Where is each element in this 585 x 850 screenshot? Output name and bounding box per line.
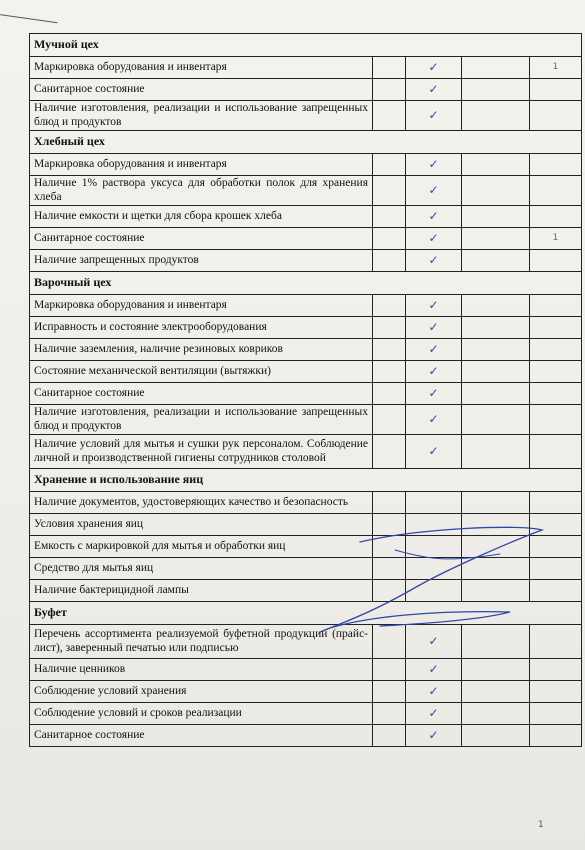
criterion-label: Условия хранения яиц: [30, 514, 373, 536]
empty-cell: [373, 250, 406, 272]
checkmark-cell: ✓: [406, 79, 462, 101]
note-cell: [530, 154, 582, 176]
empty-cell: [462, 681, 530, 703]
empty-cell: [373, 681, 406, 703]
table-row: [30, 101, 582, 131]
checkmark-cell: ✓: [406, 206, 462, 228]
checkmark-cell: ✓: [406, 250, 462, 272]
table-row: [30, 514, 582, 536]
empty-cell: [462, 659, 530, 681]
table-row: [30, 703, 582, 725]
note-cell: [530, 435, 582, 469]
criterion-label: Состояние механической вентиляции (вытяжки): [30, 361, 373, 383]
table-row: [30, 339, 582, 361]
section-header: [30, 34, 582, 57]
empty-cell: [373, 514, 406, 536]
table-row: [30, 681, 582, 703]
empty-cell: [373, 405, 406, 435]
criterion-label: Санитарное состояние: [30, 725, 373, 747]
criterion-label: Маркировка оборудования и инвентаря: [30, 57, 373, 79]
criterion-label: Наличие изготовления, реализации и использование запрещенных блюд и продуктов: [30, 405, 373, 435]
empty-cell: [373, 703, 406, 725]
note-cell: [530, 659, 582, 681]
checkmark-cell: ✓: [406, 339, 462, 361]
empty-cell: [462, 57, 530, 79]
table-row: [30, 361, 582, 383]
section-title: Варочный цех: [30, 272, 582, 295]
empty-cell: [462, 492, 530, 514]
section-title: Хлебный цех: [30, 131, 582, 154]
table-row: [30, 725, 582, 747]
table-row: [30, 79, 582, 101]
empty-cell: [462, 206, 530, 228]
empty-cell: [462, 558, 530, 580]
table-row: [30, 492, 582, 514]
table-row: [30, 295, 582, 317]
empty-cell: [373, 558, 406, 580]
table-row: [30, 228, 582, 250]
note-cell: [530, 681, 582, 703]
checkmark-cell: ✓: [406, 681, 462, 703]
checkmark-cell: ✓: [406, 317, 462, 339]
empty-cell: [462, 703, 530, 725]
checkmark-cell: ✓: [406, 625, 462, 659]
empty-cell: [462, 176, 530, 206]
empty-cell: [373, 176, 406, 206]
table-row: [30, 206, 582, 228]
checkmark-cell: ✓: [406, 101, 462, 131]
checkmark-cell: [406, 492, 462, 514]
section-title: Буфет: [30, 602, 582, 625]
empty-cell: [462, 79, 530, 101]
criterion-label: Санитарное состояние: [30, 383, 373, 405]
note-cell: [530, 101, 582, 131]
empty-cell: [462, 154, 530, 176]
note-cell: [530, 339, 582, 361]
empty-cell: [462, 580, 530, 602]
table-row: [30, 435, 582, 469]
empty-cell: [373, 317, 406, 339]
empty-cell: [373, 154, 406, 176]
empty-cell: [462, 725, 530, 747]
checkmark-cell: [406, 558, 462, 580]
checkmark-cell: [406, 536, 462, 558]
criterion-label: Наличие условий для мытья и сушки рук персоналом. Соблюдение личной и производственной гигиены сотрудников столовой: [30, 435, 373, 469]
table-row: [30, 580, 582, 602]
criterion-label: Наличие бактерицидной лампы: [30, 580, 373, 602]
note-cell: [530, 725, 582, 747]
empty-cell: [462, 361, 530, 383]
criterion-label: Санитарное состояние: [30, 228, 373, 250]
empty-cell: [462, 536, 530, 558]
criterion-label: Соблюдение условий хранения: [30, 681, 373, 703]
criterion-label: Средство для мытья яиц: [30, 558, 373, 580]
empty-cell: [462, 317, 530, 339]
checkmark-cell: ✓: [406, 228, 462, 250]
empty-cell: [462, 250, 530, 272]
empty-cell: [373, 580, 406, 602]
checkmark-cell: [406, 514, 462, 536]
note-cell: [530, 703, 582, 725]
table-row: [30, 317, 582, 339]
checkmark-cell: ✓: [406, 659, 462, 681]
criterion-label: Наличие емкости и щетки для сбора крошек хлеба: [30, 206, 373, 228]
checkmark-cell: ✓: [406, 703, 462, 725]
empty-cell: [373, 339, 406, 361]
checkmark-cell: ✓: [406, 435, 462, 469]
criterion-label: Наличие 1% раствора уксуса для обработки полок для хранения хлеба: [30, 176, 373, 206]
checkmark-cell: ✓: [406, 295, 462, 317]
section-header: [30, 272, 582, 295]
note-cell: 1: [530, 228, 582, 250]
criterion-label: Маркировка оборудования и инвентаря: [30, 154, 373, 176]
note-cell: [530, 383, 582, 405]
empty-cell: [462, 514, 530, 536]
checkmark-cell: [406, 580, 462, 602]
criterion-label: Наличие ценников: [30, 659, 373, 681]
section-title: Мучной цех: [30, 34, 582, 57]
section-header: [30, 602, 582, 625]
note-cell: [530, 250, 582, 272]
table-row: [30, 57, 582, 79]
criterion-label: Соблюдение условий и сроков реализации: [30, 703, 373, 725]
criterion-label: Наличие заземления, наличие резиновых ковриков: [30, 339, 373, 361]
table-row: [30, 659, 582, 681]
table-row: [30, 250, 582, 272]
criterion-label: Перечень ассортимента реализуемой буфетной продукции (прайс-лист), заверенный печатью или подписью: [30, 625, 373, 659]
checkmark-cell: ✓: [406, 361, 462, 383]
checklist-table: [29, 33, 582, 747]
checkmark-cell: ✓: [406, 725, 462, 747]
empty-cell: [462, 625, 530, 659]
empty-cell: [373, 79, 406, 101]
empty-cell: [373, 383, 406, 405]
criterion-label: Наличие документов, удостоверяющих качество и безопасность: [30, 492, 373, 514]
empty-cell: [373, 536, 406, 558]
checkmark-cell: ✓: [406, 57, 462, 79]
empty-cell: [462, 405, 530, 435]
note-cell: [530, 558, 582, 580]
note-cell: [530, 492, 582, 514]
note-cell: [530, 317, 582, 339]
corner-fold-line: [0, 0, 59, 23]
table-row: [30, 558, 582, 580]
section-title: Хранение и использование яиц: [30, 469, 582, 492]
empty-cell: [462, 101, 530, 131]
checkmark-cell: ✓: [406, 383, 462, 405]
section-header: [30, 469, 582, 492]
empty-cell: [373, 625, 406, 659]
empty-cell: [462, 228, 530, 250]
note-cell: [530, 176, 582, 206]
note-cell: [530, 79, 582, 101]
note-cell: [530, 206, 582, 228]
empty-cell: [373, 228, 406, 250]
table-row: [30, 625, 582, 659]
empty-cell: [462, 339, 530, 361]
criterion-label: Емкость с маркировкой для мытья и обработки яиц: [30, 536, 373, 558]
checkmark-cell: ✓: [406, 405, 462, 435]
empty-cell: [373, 295, 406, 317]
empty-cell: [373, 361, 406, 383]
criterion-label: Маркировка оборудования и инвентаря: [30, 295, 373, 317]
empty-cell: [373, 492, 406, 514]
criterion-label: Санитарное состояние: [30, 79, 373, 101]
note-cell: [530, 625, 582, 659]
section-header: [30, 131, 582, 154]
empty-cell: [373, 101, 406, 131]
criterion-label: Наличие изготовления, реализации и использование запрещенных блюд и продуктов: [30, 101, 373, 131]
empty-cell: [373, 435, 406, 469]
table-row: [30, 154, 582, 176]
page-mark: 1: [538, 820, 544, 830]
empty-cell: [462, 435, 530, 469]
criterion-label: Исправность и состояние электрооборудования: [30, 317, 373, 339]
note-cell: [530, 536, 582, 558]
empty-cell: [462, 383, 530, 405]
checkmark-cell: ✓: [406, 154, 462, 176]
table-row: [30, 536, 582, 558]
note-cell: [530, 405, 582, 435]
note-cell: 1: [530, 57, 582, 79]
criterion-label: Наличие запрещенных продуктов: [30, 250, 373, 272]
empty-cell: [373, 659, 406, 681]
note-cell: [530, 580, 582, 602]
checkmark-cell: ✓: [406, 176, 462, 206]
table-row: [30, 176, 582, 206]
table-row: [30, 405, 582, 435]
empty-cell: [373, 725, 406, 747]
note-cell: [530, 361, 582, 383]
empty-cell: [462, 295, 530, 317]
note-cell: [530, 514, 582, 536]
empty-cell: [373, 57, 406, 79]
empty-cell: [373, 206, 406, 228]
table-row: [30, 383, 582, 405]
note-cell: [530, 295, 582, 317]
